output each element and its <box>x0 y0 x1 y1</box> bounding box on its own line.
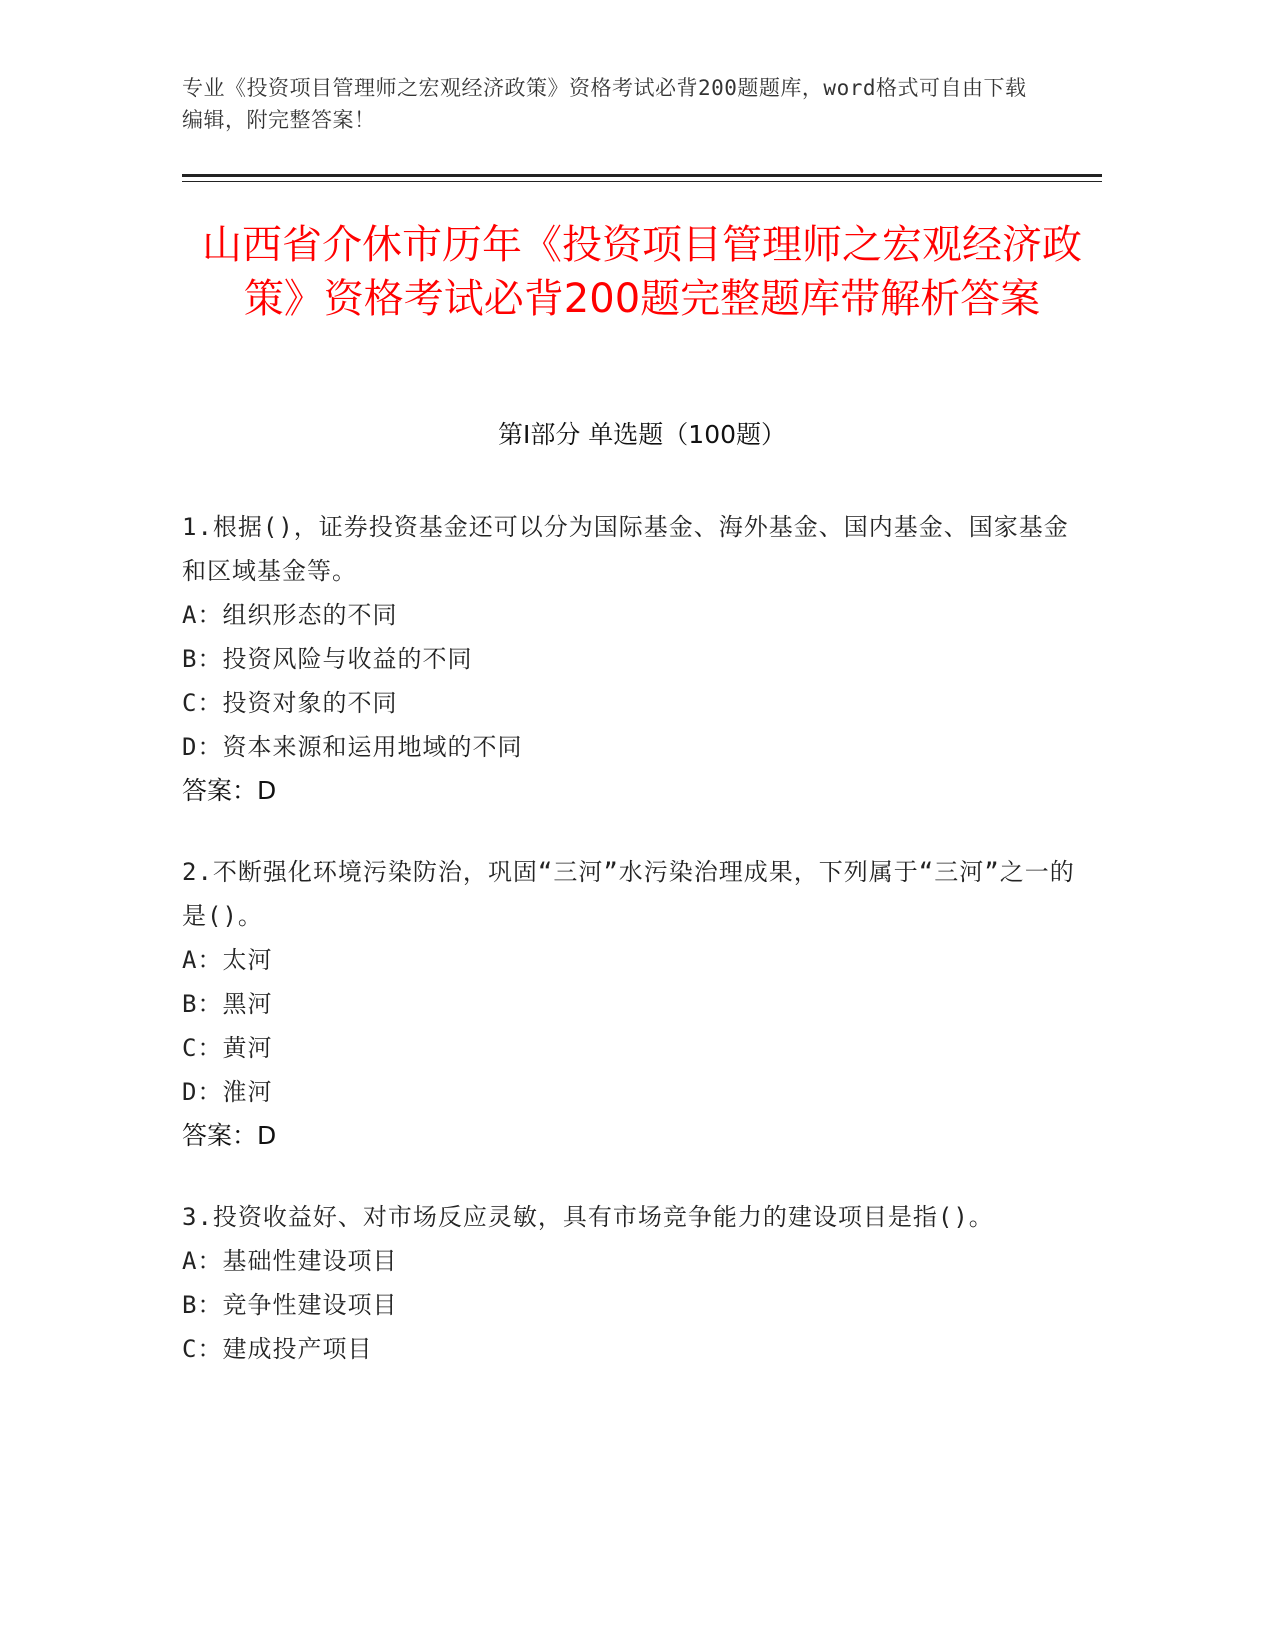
question-1 <box>182 505 1082 813</box>
question-3 <box>182 1195 1082 1371</box>
header-divider-thin <box>182 181 1102 182</box>
section-heading: 第Ⅰ部分 单选题（100题） <box>497 420 787 449</box>
header-divider-thick <box>182 174 1102 177</box>
question-2 <box>182 850 1082 1158</box>
option-c: C：建成投产项目 <box>182 1335 373 1363</box>
option-c: C：黄河 <box>182 1034 273 1062</box>
option-d: D：资本来源和运用地域的不同 <box>182 733 523 761</box>
option-b: B：投资风险与收益的不同 <box>182 645 473 673</box>
document-header-note: 专业《投资项目管理师之宏观经济政策》资格考试必背200题题库，word格式可自由下载编辑，附完整答案！ <box>182 76 1027 132</box>
option-b: B：竞争性建设项目 <box>182 1291 398 1319</box>
answer: 答案：D <box>182 1121 277 1150</box>
option-c: C：投资对象的不同 <box>182 689 398 717</box>
answer: 答案：D <box>182 776 277 805</box>
option-a: A：基础性建设项目 <box>182 1247 398 1275</box>
option-a: A：组织形态的不同 <box>182 601 398 629</box>
document-title: 山西省介休市历年《投资项目管理师之宏观经济政策》资格考试必背200题完整题库带解析答案 <box>202 222 1082 322</box>
option-a: A：太河 <box>182 946 273 974</box>
option-d: D：淮河 <box>182 1078 273 1106</box>
question-stem: 3.投资收益好、对市场反应灵敏，具有市场竞争能力的建设项目是指()。 <box>182 1203 994 1231</box>
question-stem: 2.不断强化环境污染防治，巩固“三河”水污染治理成果，下列属于“三河”之一的是()。 <box>182 858 1075 930</box>
question-stem: 1.根据()，证券投资基金还可以分为国际基金、海外基金、国内基金、国家基金和区域基金等。 <box>182 513 1069 585</box>
option-b: B：黑河 <box>182 990 273 1018</box>
question-list <box>182 505 1082 1408</box>
